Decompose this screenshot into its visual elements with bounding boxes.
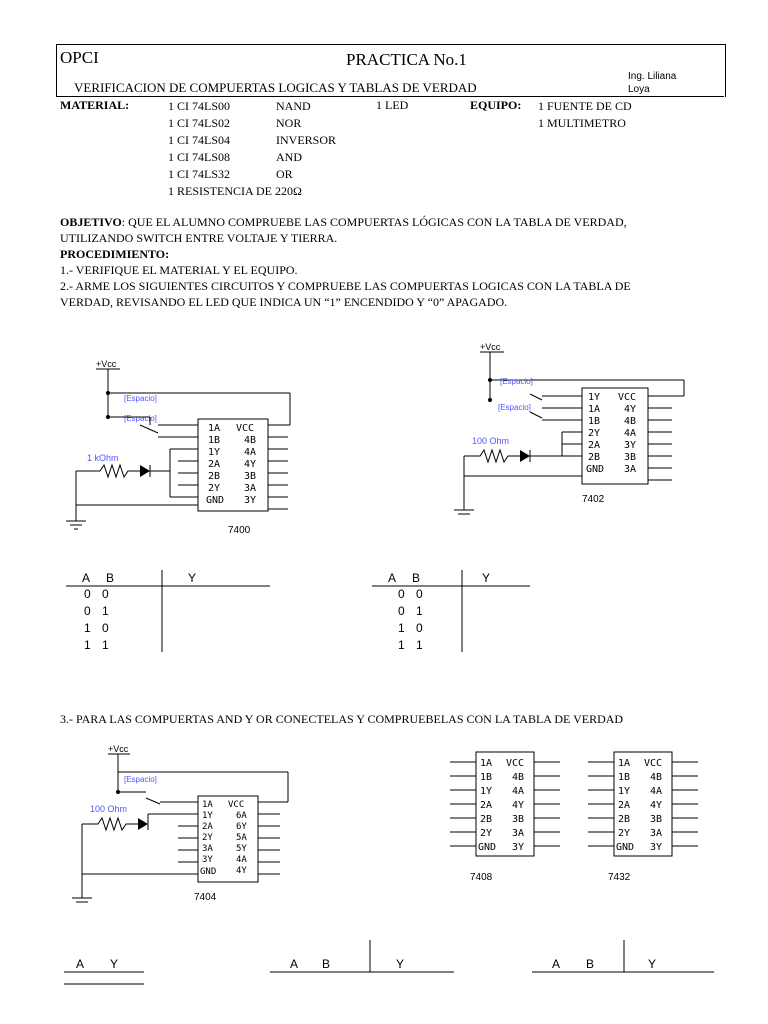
pin-label: 3Y xyxy=(244,495,257,506)
led-icon xyxy=(140,465,150,477)
author xyxy=(628,70,676,96)
material-gate: AND xyxy=(276,150,302,164)
pin-label: 4Y xyxy=(244,459,257,470)
pin-label: 1B xyxy=(480,772,493,783)
pin-label: 4A xyxy=(512,786,525,797)
table-cell: 0 xyxy=(84,587,91,601)
circuit-7404 xyxy=(62,742,302,912)
procedimiento-label: PROCEDIMIENTO: xyxy=(60,247,170,261)
pin-label: 3A xyxy=(512,828,525,839)
pin-label: 2A xyxy=(202,822,213,832)
pin-label: 3B xyxy=(624,452,637,463)
table-header-y: Y xyxy=(648,957,657,971)
pin-label: 1B xyxy=(588,416,601,427)
chip-label: 7402 xyxy=(582,494,605,505)
pin-label: 1A xyxy=(588,404,601,415)
table-cell: 1 xyxy=(102,604,109,618)
equipo-label: EQUIPO: xyxy=(470,98,522,112)
pin-label: 3Y xyxy=(624,440,637,451)
objetivo-text-2: UTILIZANDO SWITCH ENTRE VOLTAJE Y TIERRA. xyxy=(60,231,338,245)
pin-label: 4Y xyxy=(624,404,637,415)
switch-label: [Espacio] xyxy=(124,414,157,423)
switch-label: [Espacio] xyxy=(500,377,533,386)
pin-label: 1Y xyxy=(202,811,213,821)
material-part: 1 CI 74LS00 xyxy=(168,99,231,113)
equipo-item: 1 MULTIMETRO xyxy=(538,116,626,130)
truth-table-7402 xyxy=(366,566,536,656)
pin-label: VCC xyxy=(228,800,245,810)
material-part: 1 CI 74LS08 xyxy=(168,150,231,164)
step-2b: VERDAD, REVISANDO EL LED QUE INDICA UN “1” ENCENDIDO Y “0” APAGADO. xyxy=(60,295,508,309)
author-line1: Ing. Liliana xyxy=(628,71,677,82)
material-gate: NOR xyxy=(276,116,302,130)
material-gates xyxy=(276,98,336,183)
pin-label: 6A xyxy=(236,811,247,821)
pin-label: 1B xyxy=(208,435,221,446)
pin-label: 1Y xyxy=(208,447,221,458)
table-header-a: A xyxy=(290,957,299,971)
objetivo-label: OBJETIVO xyxy=(60,215,122,229)
truth-table-7400 xyxy=(60,566,280,656)
pin-label: 4B xyxy=(244,435,257,446)
pin-label: 2Y xyxy=(208,483,221,494)
table-cell: 1 xyxy=(416,638,423,652)
pin-label: 2Y xyxy=(202,833,213,843)
page-subtitle: VERIFICACION DE COMPUERTAS LOGICAS Y TABLAS DE VERDAD xyxy=(74,80,477,95)
vcc-label: +Vcc xyxy=(108,744,129,754)
table-header-a: A xyxy=(552,957,561,971)
switch-label: [Espacio] xyxy=(124,394,157,403)
vcc-label: +Vcc xyxy=(480,342,501,352)
chip-label: 7408 xyxy=(470,872,493,883)
pin-label: VCC xyxy=(644,758,663,769)
pin-label: 4Y xyxy=(512,800,525,811)
resistor-label: 1 kOhm xyxy=(87,453,119,463)
pin-label: 4A xyxy=(236,855,247,865)
table-cell: 0 xyxy=(416,587,423,601)
pin-label: 4B xyxy=(512,772,525,783)
table-header-y: Y xyxy=(188,571,197,585)
pin-label: GND xyxy=(586,464,605,475)
circuit-7402 xyxy=(450,340,690,520)
pin-label: 1Y xyxy=(588,392,601,403)
author-line2: Loya xyxy=(628,84,650,95)
vcc-label: +Vcc xyxy=(96,359,117,369)
pin-label: 2B xyxy=(618,814,631,825)
pin-label: 3Y xyxy=(512,842,525,853)
pin-label: 6Y xyxy=(236,822,247,832)
pin-label: GND xyxy=(206,495,225,506)
table-cell: 1 xyxy=(84,638,91,652)
pin-label: 2A xyxy=(588,440,601,451)
led-icon xyxy=(138,818,148,830)
table-cell: 1 xyxy=(398,621,405,635)
material-part: 1 CI 74LS02 xyxy=(168,116,231,130)
table-header-y: Y xyxy=(396,957,405,971)
chip-label: 7432 xyxy=(608,872,631,883)
pin-label: 2A xyxy=(480,800,493,811)
switch-label: [Espacio] xyxy=(124,775,157,784)
material-part: 1 RESISTENCIA DE 220Ω xyxy=(168,184,302,198)
table-cell: 1 xyxy=(398,638,405,652)
table-cell: 1 xyxy=(102,638,109,652)
pin-label: 3A xyxy=(244,483,257,494)
pin-label: GND xyxy=(616,842,635,853)
table-header-a: A xyxy=(76,957,85,971)
chip-diagram-7432 xyxy=(584,748,704,888)
pin-label: 2Y xyxy=(480,828,493,839)
pin-label: 2A xyxy=(208,459,221,470)
truth-table-headers-bottom xyxy=(60,936,720,988)
material-part: 1 CI 74LS32 xyxy=(168,167,231,181)
material-gate: OR xyxy=(276,167,293,181)
table-header-y: Y xyxy=(482,571,491,585)
table-cell: 0 xyxy=(84,604,91,618)
table-header-b: B xyxy=(412,571,421,585)
pin-label: 3B xyxy=(244,471,257,482)
pin-label: 1A xyxy=(618,758,631,769)
resistor-label: 100 Ohm xyxy=(90,804,128,814)
pin-label: 3A xyxy=(650,828,663,839)
pin-label: 4B xyxy=(650,772,663,783)
switch-label: [Espacio] xyxy=(498,403,531,412)
material-led: 1 LED xyxy=(376,98,409,112)
table-cell: 0 xyxy=(398,604,405,618)
step-1: 1.- VERIFIQUE EL MATERIAL Y EL EQUIPO. xyxy=(60,263,298,277)
pin-label: 1A xyxy=(202,800,213,810)
pin-label: GND xyxy=(200,867,217,877)
table-cell: 0 xyxy=(398,587,405,601)
table-header-a: A xyxy=(82,571,91,585)
pin-label: 4A xyxy=(650,786,663,797)
pin-label: 4Y xyxy=(236,866,247,876)
equipo-item: 1 FUENTE DE CD xyxy=(538,99,632,113)
material-gate: NAND xyxy=(276,99,311,113)
table-header-y: Y xyxy=(110,957,119,971)
table-header-a: A xyxy=(388,571,397,585)
pin-label: 1B xyxy=(618,772,631,783)
pin-label: 3A xyxy=(624,464,637,475)
chip-label: 7404 xyxy=(194,892,217,903)
objetivo xyxy=(60,214,631,310)
pin-label: 4A xyxy=(244,447,257,458)
pin-label: 1A xyxy=(480,758,493,769)
pin-label: 4Y xyxy=(650,800,663,811)
pin-label: 5Y xyxy=(236,844,247,854)
pin-label: 4A xyxy=(624,428,637,439)
table-cell: 0 xyxy=(102,587,109,601)
table-header-b: B xyxy=(322,957,331,971)
pin-label: 2Y xyxy=(588,428,601,439)
pin-label: 5A xyxy=(236,833,247,843)
pin-label: 2Y xyxy=(618,828,631,839)
pin-label: 3B xyxy=(512,814,525,825)
header-code: OPCI xyxy=(60,48,99,67)
chip-label: 7400 xyxy=(228,525,251,536)
table-cell: 0 xyxy=(102,621,109,635)
pin-label: 4B xyxy=(624,416,637,427)
pin-label: VCC xyxy=(618,392,637,403)
led-icon xyxy=(520,450,530,462)
pin-label: 1Y xyxy=(480,786,493,797)
pin-label: 2A xyxy=(618,800,631,811)
objetivo-text: : QUE EL ALUMNO COMPRUEBE LAS COMPUERTAS LÓGICAS CON LA TABLA DE VERDAD, xyxy=(121,215,627,229)
table-cell: 1 xyxy=(84,621,91,635)
resistor-label: 100 Ohm xyxy=(472,436,510,446)
pin-label: 1Y xyxy=(618,786,631,797)
pin-label: 2B xyxy=(208,471,221,482)
chip-diagram-7408 xyxy=(446,748,566,888)
step-2a: 2.- ARME LOS SIGUIENTES CIRCUITOS Y COMPRUEBE LAS COMPUERTAS LOGICAS CON LA TABLA DE xyxy=(60,279,631,293)
equipo-list xyxy=(538,98,632,132)
table-header-b: B xyxy=(106,571,115,585)
circuit-7400 xyxy=(60,355,310,545)
material-gate: INVERSOR xyxy=(276,133,337,147)
pin-label: 3Y xyxy=(202,855,213,865)
step-3: 3.- PARA LAS COMPUERTAS AND Y OR CONECTELAS Y COMPRUEBELAS CON LA TABLA DE VERDAD xyxy=(60,712,624,726)
page-title: PRACTICA No.1 xyxy=(346,50,467,69)
material-label: MATERIAL: xyxy=(60,98,130,112)
pin-label: GND xyxy=(478,842,497,853)
pin-label: 3B xyxy=(650,814,663,825)
pin-label: 1A xyxy=(208,423,221,434)
table-header-b: B xyxy=(586,957,595,971)
material-part: 1 CI 74LS04 xyxy=(168,133,231,147)
table-cell: 0 xyxy=(416,621,423,635)
pin-label: 2B xyxy=(588,452,601,463)
pin-label: VCC xyxy=(236,423,255,434)
pin-label: VCC xyxy=(506,758,525,769)
header-rule xyxy=(56,96,724,97)
pin-label: 2B xyxy=(480,814,493,825)
pin-label: 3A xyxy=(202,844,213,854)
table-cell: 1 xyxy=(416,604,423,618)
pin-label: 3Y xyxy=(650,842,663,853)
